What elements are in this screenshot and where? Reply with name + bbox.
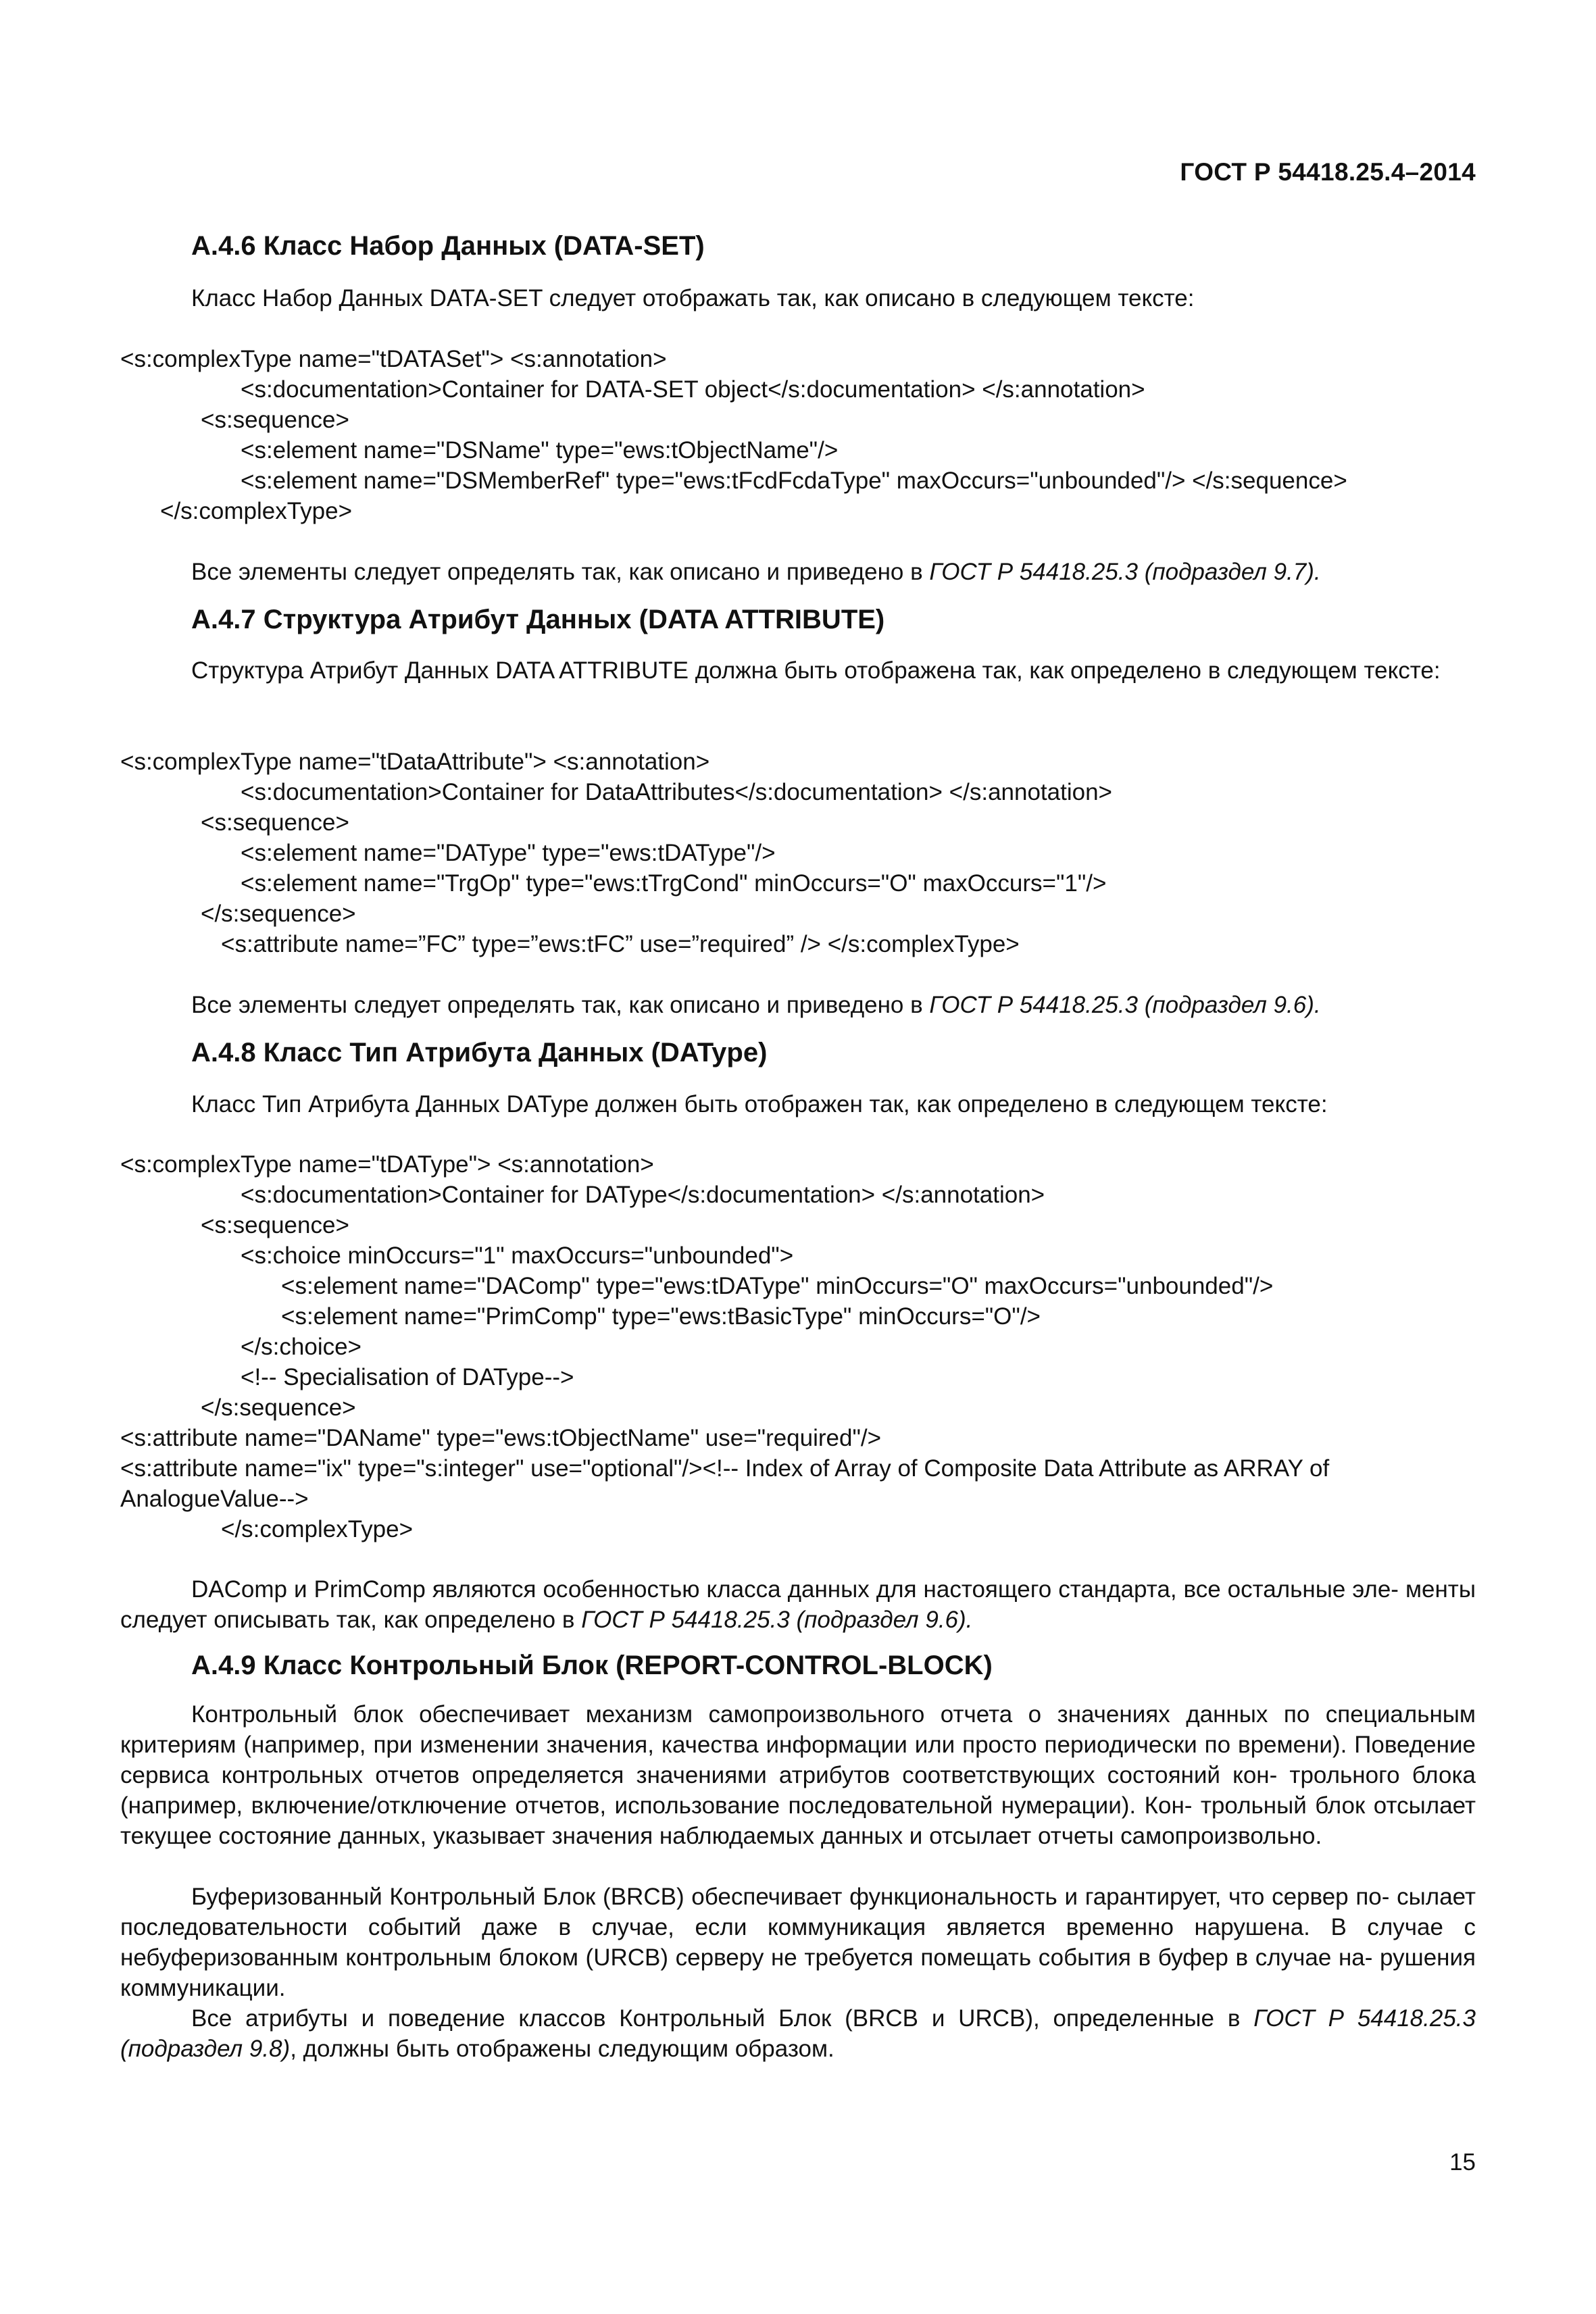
code-line: AnalogueValue-->: [120, 1486, 309, 1512]
reference-note: DAComp и PrimComp являются особенностью класса данных для настоящего стандарта, все остальные эле- менты следует описывать так, как определено в ГОСТ Р 54418.25.3 (подраздел 9.6).: [120, 1576, 1476, 1633]
code-line: <s:sequence>: [201, 407, 349, 433]
code-line: <s:element name="DAType" type="ews:tDAType"/>: [241, 840, 776, 866]
code-line: <s:sequence>: [201, 1212, 349, 1238]
standard-designation: ГОСТ Р 54418.25.4–2014: [1180, 158, 1476, 186]
code-line: </s:sequence>: [201, 1394, 356, 1421]
code-line: </s:choice>: [241, 1334, 361, 1360]
code-line: <s:documentation>Container for DATA-SET object</s:documentation> </s:annotation>: [241, 376, 1145, 403]
code-line: <s:element name="DAComp" type="ews:tDAType" minOccurs="O" maxOccurs="unbounded"/>: [281, 1273, 1274, 1299]
code-line: <s:complexType name="tDATASet"> <s:annotation>: [120, 346, 667, 372]
code-line: <s:complexType name="tDAType"> <s:annotation>: [120, 1151, 654, 1178]
section-intro: Структура Атрибут Данных DATA ATTRIBUTE должна быть отображена так, как определено в следующем тексте:: [191, 657, 1441, 684]
code-line: <s:complexType name="tDataAttribute"> <s:annotation>: [120, 749, 710, 775]
code-line: </s:complexType>: [160, 498, 353, 524]
body-paragraph: Все атрибуты и поведение классов Контрольный Блок (BRCB и URCB), определенные в ГОСТ Р 54418.25.3 (подраздел 9.8), должны быть отображены следующим образом.: [120, 2005, 1476, 2062]
section-heading-a-4-8: А.4.8 Класс Тип Атрибута Данных (DAType): [191, 1038, 768, 1067]
code-line: <s:element name="PrimComp" type="ews:tBasicType" minOccurs="O"/>: [281, 1303, 1041, 1330]
section-intro: Класс Тип Атрибута Данных DAType должен быть отображен так, как определено в следующем тексте:: [191, 1091, 1328, 1117]
code-line: <s:element name="TrgOp" type="ews:tTrgCond" minOccurs="O" maxOccurs="1"/>: [241, 870, 1107, 897]
body-paragraph: Буферизованный Контрольный Блок (BRCB) обеспечивает функциональность и гарантирует, что сервер по- сылает последовательности событий даже в случае, если коммуникация является временно нарушена. В случае с небуферизованным контрольным блоком (URCB) серверу не требуется помещать события в буфер в случае на- рушения коммуникации.: [120, 1884, 1476, 2001]
code-line: <s:element name="DSName" type="ews:tObjectName"/>: [241, 437, 839, 463]
code-line: <s:choice minOccurs="1" maxOccurs="unbounded">: [241, 1242, 794, 1269]
code-line: </s:sequence>: [201, 901, 356, 927]
section-heading-a-4-6: А.4.6 Класс Набор Данных (DATA-SET): [191, 231, 705, 261]
code-line: <s:attribute name="DAName" type="ews:tObjectName" use="required"/>: [120, 1425, 882, 1451]
code-line: <s:documentation>Container for DataAttributes</s:documentation> </s:annotation>: [241, 779, 1112, 805]
code-line: </s:complexType>: [221, 1516, 414, 1542]
page-number: 15: [1449, 2149, 1476, 2175]
reference-note: Все элементы следует определять так, как описано и приведено в ГОСТ Р 54418.25.3 (подраздел 9.7).: [191, 559, 1321, 585]
standard-reference: ГОСТ Р 54418.25.3 (подраздел 9.7).: [929, 559, 1321, 585]
code-line: <s:sequence>: [201, 809, 349, 836]
code-line: <s:documentation>Container for DAType</s:documentation> </s:annotation>: [241, 1182, 1045, 1208]
code-line: <!-- Specialisation of DAType-->: [241, 1364, 574, 1390]
code-line: <s:attribute name="ix" type="s:integer" use="optional"/><!-- Index of Array of Composite Data Attribute as ARRAY of: [120, 1455, 1330, 1482]
section-heading-a-4-9: А.4.9 Класс Контрольный Блок (REPORT-CONTROL-BLOCK): [191, 1651, 993, 1680]
section-intro: Класс Набор Данных DATA-SET следует отображать так, как описано в следующем тексте:: [191, 285, 1195, 311]
section-heading-a-4-7: А.4.7 Структура Атрибут Данных (DATA ATTRIBUTE): [191, 605, 885, 634]
body-paragraph: Контрольный блок обеспечивает механизм самопроизвольного отчета о значениях данных по специальным критериям (например, при изменении значения, качества информации или просто периодически по времени). Поведение сервиса контрольных отчетов определяется значениями атрибутов соответствующих состояний кон- трольного блока (например, включение/отключение отчетов, использование последовательной нумерации). Кон- трольный блок отсылает текущее состояние данных, указывает значения наблюдаемых данных и отсылает отчеты самопроизвольно.: [120, 1701, 1476, 1849]
reference-note: Все элементы следует определять так, как описано и приведено в ГОСТ Р 54418.25.3 (подраздел 9.6).: [191, 992, 1321, 1018]
standard-reference: ГОСТ Р 54418.25.3 (подраздел 9.6).: [581, 1607, 973, 1633]
code-line: <s:attribute name=”FC” type=”ews:tFC” use=”required” /> </s:complexType>: [221, 931, 1020, 957]
standard-reference: ГОСТ Р 54418.25.3 (подраздел 9.8): [120, 2005, 1476, 2062]
standard-reference: ГОСТ Р 54418.25.3 (подраздел 9.6).: [929, 992, 1321, 1018]
code-line: <s:element name="DSMemberRef" type="ews:tFcdFcdaType" maxOccurs="unbounded"/> </s:sequence>: [241, 468, 1347, 494]
